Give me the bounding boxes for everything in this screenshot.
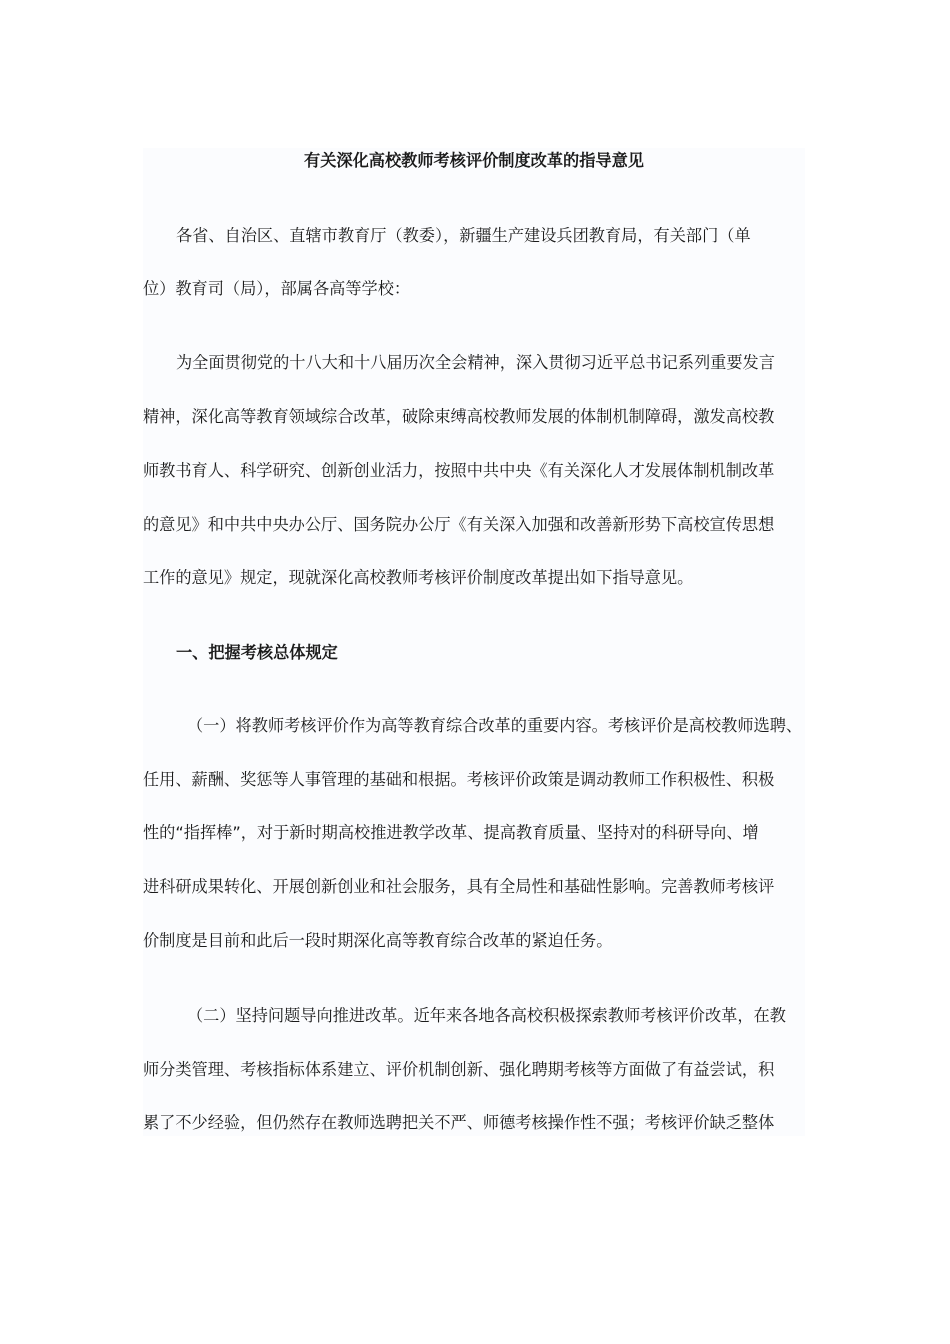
paragraph-line: 进科研成果转化、开展创新创业和社会服务，具有全局性和基础性影响。完善教师考核评	[143, 877, 775, 896]
paragraph-line: 师分类管理、考核指标体系建立、评价机制创新、强化聘期考核等方面做了有益尝试，积	[143, 1060, 775, 1079]
paragraph-line: 性的“指挥棒”，对于新时期高校推进教学改革、提高教育质量、坚持对的科研导向、增	[143, 823, 759, 842]
paragraph-line: 价制度是目前和此后一段时期深化高等教育综合改革的紧迫任务。	[143, 931, 613, 950]
paragraph-line: （一）将教师考核评价作为高等教育综合改革的重要内容。考核评价是高校教师选聘、	[187, 716, 803, 735]
paragraph-line: 精神，深化高等教育领域综合改革，破除束缚高校教师发展的体制机制障碍，激发高校教	[143, 407, 775, 426]
paragraph-line: 为全面贯彻党的十八大和十八届历次全会精神，深入贯彻习近平总书记系列重要发言	[176, 353, 775, 372]
salutation-line-1: 各省、自治区、直辖市教育厅（教委），新疆生产建设兵团教育局，有关部门（单	[176, 226, 751, 245]
paragraph-line: 工作的意见》规定，现就深化高校教师考核评价制度改革提出如下指导意见。	[143, 568, 694, 587]
paragraph-line: 的意见》和中共中央办公厅、国务院办公厅《有关深入加强和改善新形势下高校宣传思想	[143, 515, 775, 534]
document-title: 有关深化高校教师考核评价制度改革的指导意见	[304, 151, 644, 170]
salutation-line-2: 位）教育司（局），部属各高等学校：	[143, 279, 411, 298]
paragraph-line: 任用、薪酬、奖惩等人事管理的基础和根据。考核评价政策是调动教师工作积极性、积极	[143, 770, 775, 789]
paragraph-line: 师教书育人、科学研究、创新创业活力，按照中共中央《有关深化人才发展体制机制改革	[143, 461, 775, 480]
paragraph-line: 累了不少经验，但仍然存在教师选聘把关不严、师德考核操作性不强；考核评价缺乏整体	[143, 1113, 775, 1132]
section-heading: 一、把握考核总体规定	[176, 643, 338, 662]
paragraph-line: （二）坚持问题导向推进改革。近年来各地各高校积极探索教师考核评价改革，在教	[187, 1006, 786, 1025]
